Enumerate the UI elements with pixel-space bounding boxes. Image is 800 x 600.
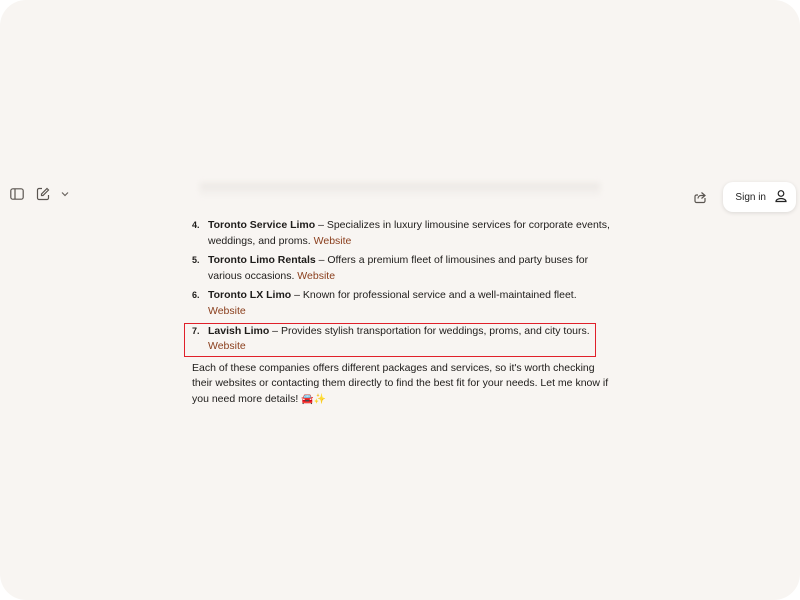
list-item (192, 288, 610, 319)
list-item (192, 218, 610, 249)
list-number: 6. (192, 290, 200, 301)
toolbar-right (691, 182, 796, 212)
faded-previous-text (200, 183, 600, 197)
car-sparkle-emoji: 🚘✨ (301, 393, 327, 405)
company-description: – Offers a premium fleet of limousines and party buses for various occasions. (208, 254, 589, 282)
share-icon[interactable] (691, 188, 709, 206)
website-link[interactable]: Website (208, 340, 246, 353)
website-link[interactable]: Website (297, 269, 336, 282)
company-description: – Known for professional service and a well-maintained fleet. (291, 289, 577, 302)
sign-in-label: Sign in (735, 191, 766, 203)
website-link[interactable]: Website (313, 234, 352, 247)
company-description: – Specializes in luxury limousine services for corporate events, weddings, and proms. (208, 219, 610, 247)
summary-paragraph (192, 361, 610, 408)
company-name: Toronto LX Limo (208, 289, 292, 302)
list-number: 7. (192, 325, 200, 336)
sidebar-toggle-icon[interactable] (8, 185, 26, 203)
company-description: – Provides stylish transportation for weddings, proms, and city tours. (269, 324, 590, 337)
company-name: Lavish Limo (208, 324, 270, 337)
chevron-down-icon[interactable] (60, 189, 70, 199)
new-chat-icon[interactable] (34, 185, 52, 203)
message-content (192, 218, 610, 408)
user-icon (774, 189, 788, 206)
toolbar-left (8, 185, 70, 203)
sign-in-button[interactable] (723, 182, 796, 212)
company-name: Toronto Limo Rentals (208, 254, 316, 267)
list-number: 4. (192, 220, 200, 230)
summary-text: Each of these companies offers different packages and services, so it's worth checking their websites or contacting them directly to find the best fit for your needs. Let me know if you need more details! (192, 361, 609, 405)
list-item (192, 253, 610, 284)
website-link[interactable]: Website (208, 304, 246, 317)
list-number: 5. (192, 255, 200, 266)
list-item (192, 324, 610, 355)
company-name: Toronto Service Limo (208, 219, 316, 231)
